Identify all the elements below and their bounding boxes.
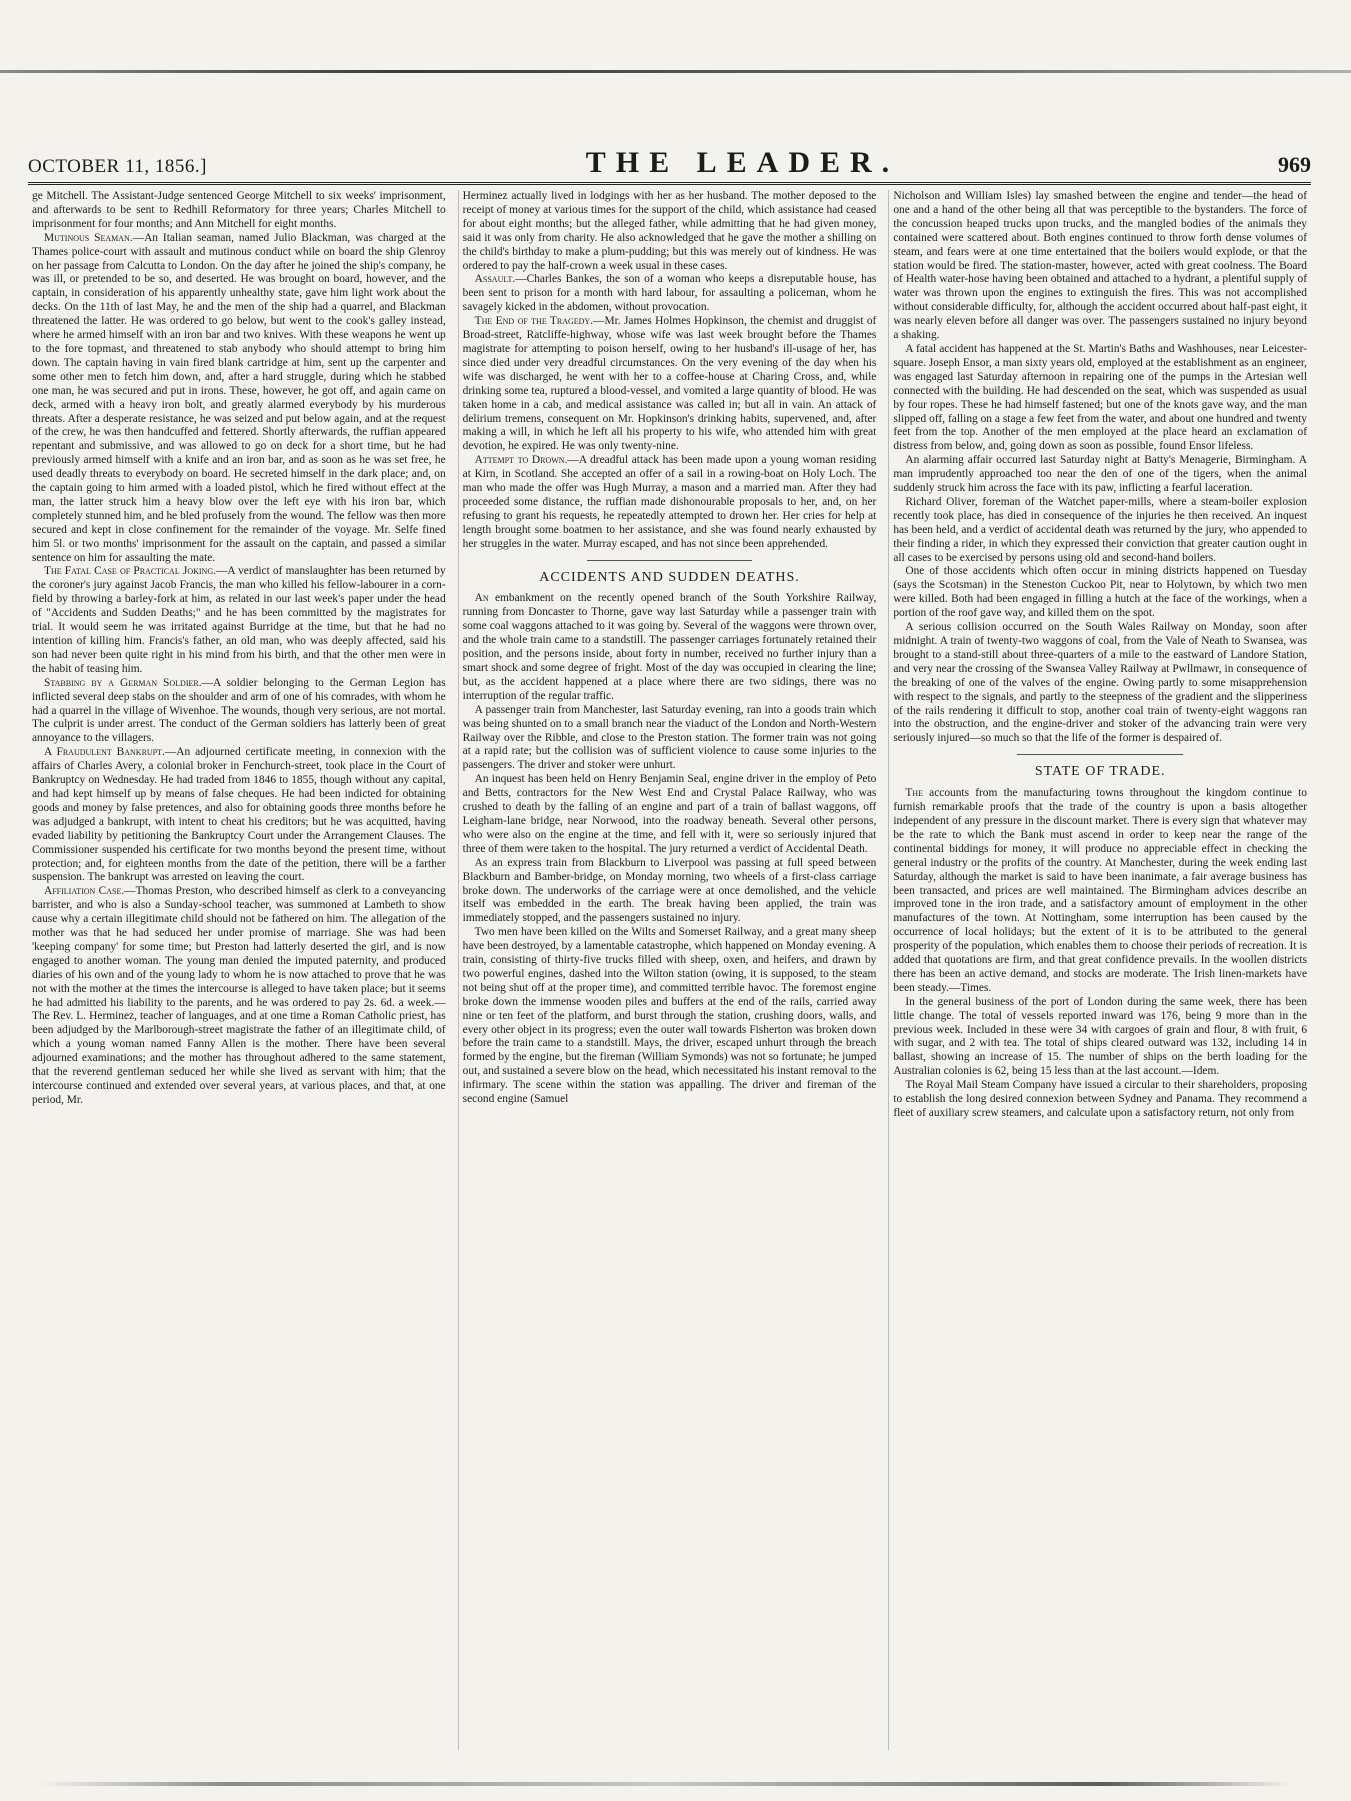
paragraph-text: Two men have been killed on the Wilts and Somerset Railway, and a great many sheep have been destroyed, by a lamentable catastrophe, which happened on Monday evening. A train, consisting of thirty-five trucks filled with sheep, oxen, and heifers, and drawn by two powerful engines, dashed into the Wilton station (owing, it is supposed, to the steam not being shut off at the proper time), and committed terrible havoc. The foremost engine broke down the immense wooden piles and buffers at the end of the rails, carried away nine or ten feet of the platform, and burst through the station, crushing doors, walls, and every other object in its progress; even the outer wall towards Fisherton was broken down before the train came to a standstill. Mays, the driver, escaped unhurt through the breach formed by the engine, but the fireman (William Symonds) was not so fortunate; he jumped out, and sustained a severe blow on the head, which necessitated his instant removal to the infirmary. The scene within the station was appalling. The driver and fireman of the second engine (Samuel [462,926,877,1106]
paragraph-text: The Royal Mail Steam Company have issued a circular to their shareholders, proposing to establish the long desired connexion between Sydney and Panama. They recommend a fleet of auxiliary screw steamers, and calculate upon a satisfactory return, not only from [893,1079,1308,1119]
paragraph-text: Charles Bankes, the son of a woman who keeps a disreputable house, has been sent to prison for a month with hard labour, for assaulting a policeman, whom he savagely kicked in the abdomen, without provocation. [462,273,877,314]
paragraph-lead: Attempt to Drown.— [474,454,579,467]
paragraph-text: ge Mitchell. The Assistant-Judge sentenced George Mitchell to six weeks' imprisonment, and afterwards to be sent to Redhill Reformatory for three years; Charles Mitchell to imprisonment for four months; and Ann Mitchell for eight months. [32,190,446,230]
paragraph-text: An alarming affair occurred last Saturday night at Batty's Menagerie, Birmingham. A man imprudently approached too near the den of one of the tigers, when the animal suddenly struck him across the face with its paw, inflicting a fearful laceration. [893,454,1308,495]
section-divider [1017,754,1182,755]
paragraph-text: embankment on the recently opened branch of the South Yorkshire Railway, running from Doncaster to Thorne, gave way last Saturday while a passenger train with some coal waggons attached to it was going by. Several of the waggons were thrown over, and the whole train came to a standstill. The passenger carriages fortunately retained their position, and the persons inside, about forty in number, received no further injury than a smart shock and some degree of fright. Most of the day was occupied in clearing the line; but, as the accident happened at a place where there are two sidings, there was no interruption of the regular traffic. [462,592,877,702]
paragraph-text: A dreadful attack has been made upon a young woman residing at Kirn, in Scotland. She accepted an offer of a sail in a rowing-boat on Holy Loch. The man who made the offer was Hugh Murray, a mason and a married man. After they had proceeded some distance, the ruffian made dishonourable proposals to her, and, on her refusing to grant his requests, he repeatedly attempted to drown her. Her cries for help at length brought some boatmen to her assistance, and she was found nearly exhausted by her struggles in the water. Murray escaped, and has not since been apprehended. [462,454,877,550]
section-divider [587,560,752,561]
paragraph-text: In the general business of the port of London during the same week, there has been little change. The total of vessels reported inward was 176, being 9 more than in the previous week. Included in these were 34 with cargoes of grain and flour, 8 with fruit, 6 with sugar, and 2 with tea. The total of ships cleared outward was 132, including 14 in ballast, showing an increase of 15. The number of ships on the berth loading for the Australian colonies is 62, being 15 less than at the last account.—Idem. [893,995,1308,1078]
article-paragraph [32,190,446,232]
article-paragraph [893,343,1307,454]
article-paragraph [463,857,877,927]
article-paragraph [32,232,446,566]
paragraph-text: An adjourned certificate meeting, in connexion with the affairs of Charles Avery, a colonial broker in Fenchurch-street, took place in the Court of Bankruptcy on Wednesday. He had traded from 1846 to 1855, though without any capital, and had kept himself up by means of false cheques. He had been indicted for obtaining goods and money by false pretences, and also for obtaining goods three months before he was adjudged a bankrupt, with intent to cheat his creditors; but he was acquitted, having evaded liability by petitioning the Bankruptcy Court under the Arrangement Clauses. The Commissioner suspended his certificate for two months beyond the present time, without protection; and, for eighteen months from the date of the petition, there will be a farther suspension. The bankrupt was arrested on leaving the court. [32,746,446,884]
article-paragraph [893,787,1307,996]
article-paragraph [463,926,877,1107]
article-paragraph [463,704,877,774]
bottom-rule [40,1782,1291,1786]
article-paragraph [463,273,877,315]
paragraph-text: Richard Oliver, foreman of the Watchet paper-mills, where a steam-boiler explosion recently took place, has died in consequence of the injuries he then received. An inquest has been held, and a verdict of accidental death was returned by the jury, who appended to their finding a rider, in which they expressed their conviction that greater caution ought in all cases to be exercised by persons using old and second-hand boilers. [893,495,1308,564]
article-columns [28,190,1311,1750]
paragraph-text: A passenger train from Manchester, last Saturday evening, ran into a goods train which was being shunted on to a small branch near the viaduct of the London and North-Western Railway over the Ribble, and close to the Preston station. The former train was not going at a rapid rate; but the collision was of sufficient violence to cause some injuries to the passengers. The driver and stoker were unhurt. [462,703,877,772]
article-paragraph [893,496,1307,566]
paragraph-lead: Assault.— [474,273,527,286]
article-paragraph [463,592,877,703]
paragraph-text: Thomas Preston, who described himself as clerk to a conveyancing barrister, and who is also a Sunday-school teacher, was summoned at Lambeth to show cause why a certain illegitimate child should not be fathered on him. The allegation of the mother was that he had seduced her under promise of marriage. She was had been 'keeping company' for some time; but Preston had latterly deserted the girl, and is now engaged to another woman. The young man denied the imputed paternity, and produced diaries of his own and of the young lady to whom he is now attached to prove that he was not with the mother at the times the intercourse is alleged to have taken place; but it seems he had admitted his liability to the parents, and he was ordered to pay 2s. 6d. a week.—The Rev. L. Herminez, teacher of languages, and at one time a Roman Catholic priest, has been adjudged by the Marlborough-street magistrate the father of an illegitimate child, of which a young woman named Fanny Allen is the mother. There have been several adjourned examinations; and the mother has throughout adhered to the same statement, that the reverend gentleman seduced her while she lived as servant with him; that the intercourse continued and extended over several years, at various places, and that, at one period, Mr. [32,885,446,1106]
paragraph-lead: The Fatal Case of Practical Joking.— [44,565,228,578]
article-paragraph [893,190,1307,343]
paragraph-lead: Affiliation Case.— [44,885,136,898]
page-header [28,146,1311,178]
paragraph-text: An inquest has been held on Henry Benjamin Seal, engine driver in the employ of Peto and Betts, contractors for the New West End and Crystal Palace Railway, who was crushed to death by the falling of an engine and part of a train of ballast waggons, off Leigham-lane bridge, near Norwood, into the roadway beneath. Several other persons, who were also on the engine at the time, and fell with it, were so seriously injured that three of them were taken to the hospital. The jury returned a verdict of Accidental Death. [462,773,877,855]
paragraph-text: Mr. James Holmes Hopkinson, the chemist and druggist of Broad-street, Ratcliffe-highway, whose wife was last week brought before the Thames magistrate for attempting to poison herself, owing to her husband's ill-usage of her, has since died under very dreadful circumstances. On the very evening of the day when his wife was discharged, he went with her to a coffee-house at Charing Cross, and, while drinking some tea, ruptured a blood-vessel, and vomited a large quantity of blood. He was taken home in a cab, and medical assistance was called in; but all in vain. An attack of delirium tremens, consequent on Mr. Hopkinson's drinking habits, supervened, and, after making a will, in which he left all his property to his wife, who attended him with great devotion, he expired. He was only twenty-nine. [462,315,877,453]
column-3 [888,190,1311,1750]
paragraph-text: An Italian seaman, named Julio Blackman, was charged at the Thames police-court with assault and mutinous conduct while on board the ship Glenroy on her passage from Calcutta to London. On the day after he joined the ship's company, he was ill, or pretended to be so, and deserted. He was brought on board, however, and the captain, in consideration of his apparently unhealthy state, gave him light work about the decks. On the 11th of last May, he and the men of the ship had a quarrel, and Blackman threatened the latter. He was ordered to go below, but went to the cook's galley instead, where he armed himself with an iron bar and two knives. With these weapons he went up to the fore topmast, and threatened to stab anybody who should attempt to bring him down. The captain having in vain fired blank cartridge at him, sent up the carpenter and some other men to fetch him down, and, after a hard struggle, during which he stabbed one man, he was secured and put in irons. These, however, he got off, and again came on deck, armed with a heavy iron bolt, and greatly alarmed everybody by his murderous threats. After a desperate resistance, he was seized and put below again, and at the request of the crew, he was then handcuffed and fettered. Shortly afterwards, the ruffian appeared repentant and submissive, and was allowed to go on deck for a short time, but he had previously armed himself with a knife and an iron bar, and as soon as he was set free, he used deadly threats to everybody on board. He secreted himself in the dark place; and, on the captain going to him armed with a loaded pistol, which he fired without effect at the man, the latter struck him a heavy blow over the left eye with his iron bar, which completely stunned him, and he bled profusely from the wound. The fellow was then more secured and kept in close confinement for the remainder of the voyage. Mr. Selfe fined him 5l. or two months' imprisonment for the assault on the captain, and passed a similar sentence on him for assaulting the mate. [32,231,446,564]
article-paragraph [893,996,1307,1079]
header-rule [28,182,1311,185]
page-number: 969 [1278,152,1311,177]
paragraph-text: Herminez actually lived in lodgings with her as her husband. The mother deposed to the receipt of money at various times for the support of the child, which assistance had ceased for about eight months; but the alleged father, while admitting that he had given money, said it was only from charity. He also acknowledged that he gave the mother a shilling on the child's birthday to make a plum-pudding; but this was merely out of kindness. He was ordered to pay the half-crown a week usual in these cases. [462,190,877,272]
column-1 [28,190,450,1750]
paragraph-text: A fatal accident has happened at the St. Martin's Baths and Washhouses, near Leicester-square. Joseph Ensor, a man sixty years old, employed at the establishment as an engineer, was engaged last Saturday afternoon in repairing one of the pumps in the Artesian well connected with the building. He had descended on the seat, which was suspended as usual by four ropes. These he had himself fastened; but one of the knots gave way, and the man slipped off, falling on a stage a few feet from the water, and about one hundred and twenty feet from the top. Another of the men employed at the place heard an exclamation of distress from below, and, going down as soon as possible, found Ensor lifeless. [893,342,1308,453]
article-paragraph [32,746,446,885]
paragraph-lead: The End of the Tragedy.— [474,315,605,328]
paragraph-text: Nicholson and William Isles) lay smashed between the engine and tender—the head of one and a hand of the other being all that was perceptible to the bystanders. The force of the concussion heaped trucks upon trucks, and the mangled bodies of the animals they contained were scattered about. Both engines continued to throw forth dense volumes of steam, and fears were at one time entertained that the boilers would explode, or that the station would be fired. The station-master, however, acted with great coolness. The Board of Health water-hose having been obtained and attached to a hydrant, a plentiful supply of water was thrown upon the engines to extinguish the fires. This was not accomplished without considerable difficulty, for, although the accident occurred about half-past eight, it was nearly eleven before all danger was over. The passengers sustained no injury beyond a shaking. [893,190,1308,342]
paragraph-text: accounts from the manufacturing towns throughout the kingdom continue to furnish remarkable proofs that the trade of the country is upon a basis altogether independent of any pressure in the discount market. There is every sign that whatever may be the rate to which the Bank must ascend in order to keep near the range of the continental biddings for money, it will produce no appreciable effect in checking the general industry or the profits of the country. At Manchester, during the week ending last Saturday, although the market is said to have been inanimate, a fair average business has been transacted, and prices are well maintained. The Birmingham advices describe an improved tone in the iron trade, and a satisfactory amount of employment in the other manufactures of the town. At Nottingham, some interruption has been caused by the occurrence of local holidays; but the extent of it is to be attributed to the general prosperity of the population, which enables them to choose their periods of recreation. It is added that quotations are firm, and that great confidence prevails. In the woollen districts there has been an active demand, and stocks are moderate. The Irish linen-markets have been steady.—Times. [893,787,1308,994]
paragraph-lead: An [474,592,495,605]
article-paragraph [463,190,877,273]
section-heading: STATE OF TRADE. [1034,764,1166,780]
paragraph-lead: Mutinous Seaman.— [44,231,145,244]
paragraph-text: As an express train from Blackburn to Liverpool was passing at full speed between Blackburn and Bamber-bridge, on Monday morning, two wheels of a first-class carriage broke down. The underworks of the carriage were at once demolished, and the vehicle itself was embedded in the earth. The break having been applied, the train was immediately stopped, and the passengers sustained no injury. [462,856,877,925]
article-paragraph [463,773,877,856]
article-paragraph [893,621,1307,746]
paragraph-text: A soldier belonging to the German Legion has inflicted several deep stabs on the shoulder and arm of one of his comrades, with whom he had a quarrel in the village of Wivenhoe. The wounds, though very serious, are not mortal. The culprit is under arrest. The conduct of the German soldiers has latterly been of great annoyance to the villagers. [32,676,446,745]
article-paragraph [893,454,1307,496]
issue-date: OCTOBER 11, 1856.] [28,156,207,177]
article-paragraph [463,315,877,454]
masthead: THE LEADER. [585,146,900,179]
article-paragraph [32,885,446,1108]
article-paragraph [893,1079,1307,1121]
article-paragraph [32,565,446,676]
paragraph-text: A verdict of manslaughter has been returned by the coroner's jury against Jacob Francis, the man who killed his fellow-labourer in a corn-field by throwing a barley-fork at him, as related in our last week's paper under the head of "Accidents and Sudden Deaths;" and he has been committed by the magistrates for trial. It would seem he was irritated against Burridge at the time, but that he had no intention of killing him. Francis's father, an old man, who was deeply affected, said his son had never been quite right in his mind from his birth, and that the other men were in the habit of teasing him. [32,565,446,675]
column-2 [458,190,881,1750]
paragraph-text: A serious collision occurred on the South Wales Railway on Monday, soon after midnight. A train of twenty-two waggons of coal, from the Vale of Neath to Swansea, was brought to a stand-still about three-quarters of a mile to the eastward of Landore Station, and very near the crossing of the Swansea Valley Railway at Pwllmawr, in consequence of the breaking of one of the valves of the engine. Owing partly to some misapprehension with respect to the signals, and partly to the steepness of the gradient and the slipperiness of the rails rendering it difficult to stop, another coal train of twenty-eight waggons ran into the obstruction, and the engine-driver and stoker of the advancing train were very seriously injured—so much so that the life of the former is despaired of. [893,621,1308,745]
paragraph-lead: A Fraudulent Bankrupt.— [44,746,177,759]
article-paragraph [893,565,1307,621]
paragraph-text: One of those accidents which often occur in mining districts happened on Tuesday (says the Scotsman) in the Steneston Cuckoo Pit, near to Holytown, by which two men were killed. Both had been engaged in filling a hutch at the face of the workings, when a portion of the roof gave way, and killed them on the spot. [893,565,1308,620]
article-paragraph [463,454,877,551]
article-paragraph [32,677,446,747]
paragraph-lead: The [905,787,930,800]
paragraph-lead: Stabbing by a German Soldier.— [44,676,213,689]
top-rule [0,70,1351,73]
section-heading: ACCIDENTS AND SUDDEN DEATHS. [539,569,800,585]
